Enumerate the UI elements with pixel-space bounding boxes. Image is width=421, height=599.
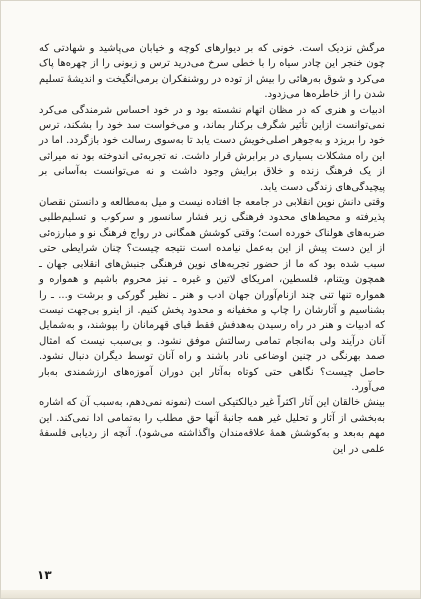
paragraph-3: وقتی دانش نوین انقلابی در جامعه جا افتاده نیست و میل به‌مطالعه و دانستن نقصان پذیرفته و محیط‌های محدود فرهنگی زیر فشار سانسور و سرکوب و تسلیم‌طلبی ضربه‌های هولناک خورده است؛ وقتی کوشش همگانی در رواج فرهنگ نو و مبارزه‌ئی از این دست پیش از این به‌عمل نیامده است نتیجه چیست؟ چنان شرایطی حتی سبب شده بود که ما از حضور تجربه‌های نوین فرهنگی جنبش‌های انقلابی جهان ـ همچون ویتنام، فلسطین، امریکای لاتین و غیره ـ نیز محروم باشیم و همواره و همواره تنها تنی چند ازنام‌آوران جهان ادب و هنر ـ نظیر گورکی و برشت و... ـ را بشناسیم و آثارشان را چاپ و مخفیانه و محدود پخش کنیم. از اینرو بی‌جهت نیست که ادبیات و هنر در راه رسیدن به‌هدفش فقط قبای قهرمانان را بپوشند، و به‌شمایل آنان درآیند ولی به‌انجام تمامی رسالتش موفق نشود. و بی‌سبب نیست که امثال صمد بهرنگی در چنین اوضاعی نادر باشند و راه آنان توسط دیگران دنبال نشود. حاصل چیست؟ نگاهی حتی کوتاه به‌آثار این دوران آموزه‌های ارزشمندی به‌بار می‌آورد.	[39, 197, 385, 393]
page-number: ۱۳	[37, 568, 52, 582]
scan-edge	[1, 590, 420, 598]
paragraph-4: بینش خالقان این آثار اکثراً غیر دیالکتیکی است (نمونه نمی‌دهم، به‌سبب آن که اشاره به‌بخشی از آثار و تحلیل غیر همه جانبهٔ آنها حق مطلب را به‌تمامی ادا نمی‌کند. این مهم به‌بعد و به‌کوشش همهٔ علاقه‌مندان واگذاشته می‌شود). آنچه از ردیابی فلسفهٔ علمی در این	[39, 397, 385, 455]
paragraph-1: مرگش نزدیک است. خونی که بر دیوارهای کوچه و خیابان می‌پاشید و شهادتی که چون خنجر این چادر سیاه را با خطی سرخ می‌درید ترس و زبونی را از چهره‌ها پاک می‌کرد و شوق به‌رهائی را بیش از توده در روشنفکران برمی‌انگیخت و اندیشهٔ تسلیم شدن را از خاطره‌ها می‌زدود.	[38, 43, 385, 101]
body-text	[39, 41, 385, 457]
paragraph-2: ادبیات و هنری که در مظان اتهام نشسته بود و در خود احساس شرمندگی می‌کرد نمی‌توانست ازاین تأثیر شگرف برکنار بماند، و می‌خواست سد خود را بشکند، ترس خود را بریزد و به‌جوهر اصلی‌خویش دست یابد تا به‌سوی رسالت خود بازگردد. اما در این راه مشکلات بسیاری در برابرش قرار داشت. نه تجربه‌ئی اندوخته بود نه میراثی از یک فرهنگ زنده و خلاق برایش وجود داشت و نه می‌توانست به‌آسانی بر پیچیدگی‌های زندگی دست یابد.	[39, 104, 385, 193]
